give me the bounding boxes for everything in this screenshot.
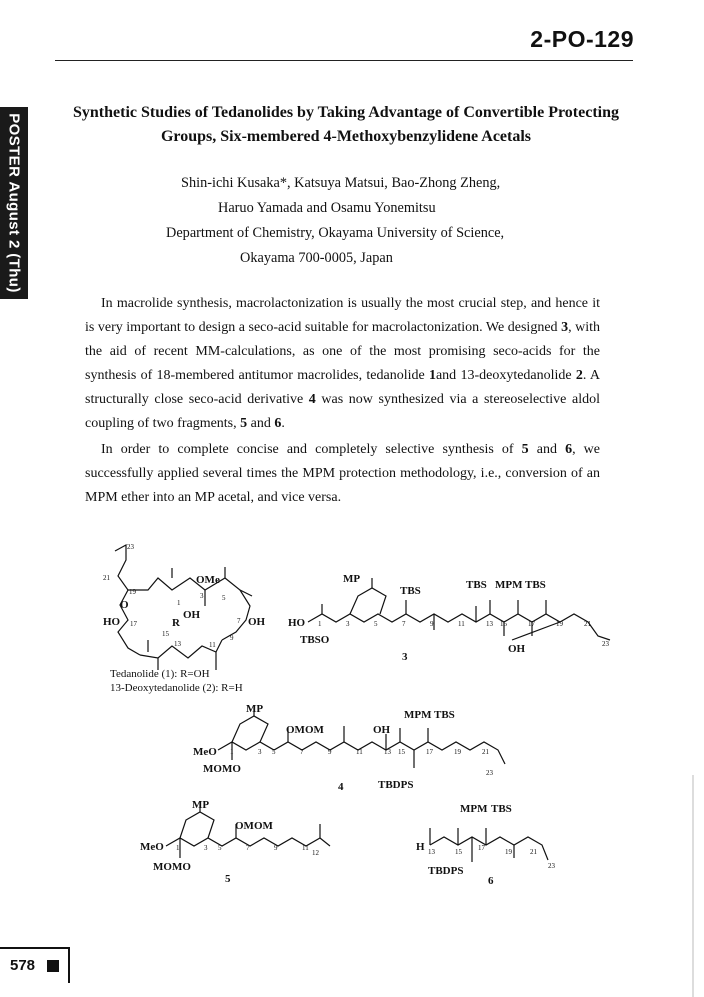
- side-tab-label: POSTER August 2 (Thu): [5, 113, 23, 293]
- meo-label-5: MeO: [140, 841, 164, 853]
- structure-compound-5: [140, 799, 330, 885]
- locant-17-3: 17: [528, 620, 535, 628]
- tbs-label-3b: TBS: [466, 579, 487, 591]
- locant-11-5: 11: [302, 844, 309, 852]
- structure-compound-6: [416, 803, 556, 887]
- oh-label-4: OH: [373, 724, 391, 736]
- page-number-box: [0, 947, 70, 983]
- compound-number-5: 5: [225, 873, 231, 885]
- edge-mark: [692, 775, 694, 997]
- locant-9-5: 9: [274, 844, 278, 852]
- locant-23-a: 23: [127, 543, 134, 551]
- mpm-label-3: MPM: [495, 579, 523, 591]
- locant-7-3: 7: [402, 620, 406, 628]
- session-code: 2-PO-129: [530, 26, 634, 52]
- locant-21-6: 21: [530, 848, 537, 856]
- locant-15-6: 15: [455, 848, 462, 856]
- locant-17-a: 17: [130, 620, 137, 628]
- locant-21-3: 21: [584, 620, 591, 628]
- locant-5-a: 5: [222, 594, 226, 602]
- tbdps-label-6: TBDPS: [428, 865, 464, 877]
- oh-label-3: OH: [508, 643, 526, 655]
- page-marker-square: [47, 960, 59, 972]
- locant-13-4: 13: [384, 748, 391, 756]
- locant-15-a: 15: [162, 630, 169, 638]
- locant-11-4: 11: [356, 748, 363, 756]
- locant-7-a: 7: [237, 617, 241, 625]
- locant-19-a: 19: [129, 588, 136, 596]
- r-label: R: [172, 617, 180, 629]
- o-label-1: O: [120, 599, 129, 611]
- caption-line-1: Tedanolide (1): R=OH: [110, 668, 210, 680]
- locant-13-a: 13: [174, 640, 181, 648]
- structure-compound-3: [288, 573, 610, 663]
- caption-line-2: 13-Deoxytedanolide (2): R=H: [110, 682, 243, 694]
- locant-1-5: 1: [176, 844, 180, 852]
- locant-9-3: 9: [430, 620, 434, 628]
- locant-5-4: 5: [272, 748, 276, 756]
- momo-label-5: MOMO: [153, 861, 191, 873]
- locant-23-4: 23: [486, 769, 493, 777]
- abstract-paragraph-2: In order to complete concise and completely selective synthesis of 5 and 6, we successfully applied several times the MPM protection methodology, i.e., conversion of an MPM ether into an MP acetal, and vice versa.: [85, 442, 600, 505]
- locant-21-a: 21: [103, 574, 110, 582]
- locant-17-4: 17: [426, 748, 433, 756]
- locant-3-5: 3: [204, 844, 208, 852]
- locant-7-4: 7: [300, 748, 304, 756]
- tbs-label-6: TBS: [491, 803, 512, 815]
- tbs-label-3c: TBS: [525, 579, 546, 591]
- locant-9-a: 9: [230, 634, 234, 642]
- structure-compound-4: [193, 703, 505, 793]
- locant-5-3: 5: [374, 620, 378, 628]
- locant-12-5: 12: [312, 849, 319, 857]
- oh-label-2: OH: [248, 616, 266, 628]
- locant-1-4: 1: [230, 748, 234, 756]
- ome-label-1: OMe: [196, 574, 220, 586]
- affiliation-line-1: Department of Chemistry, Okayama University of Science,: [166, 225, 505, 241]
- ho-label-1: HO: [103, 616, 121, 628]
- meo-label-4: MeO: [193, 746, 217, 758]
- authors-line-1: Shin-ichi Kusaka*, Katsuya Matsui, Bao-Zhong Zheng,: [181, 175, 501, 191]
- mpm-label-4: MPM: [404, 709, 432, 721]
- mpm-label-6: MPM: [460, 803, 488, 815]
- tbso-label-3: TBSO: [300, 634, 330, 646]
- tbdps-label-4: TBDPS: [378, 779, 414, 791]
- compound-number-6: 6: [488, 875, 494, 887]
- locant-9-4: 9: [328, 748, 332, 756]
- locant-5-5: 5: [218, 844, 222, 852]
- locant-1-3: 1: [318, 620, 322, 628]
- ho-label-3: HO: [288, 617, 306, 629]
- locant-1-a: 1: [177, 599, 181, 607]
- locant-17-6: 17: [478, 844, 485, 852]
- mp-label-3: MP: [343, 573, 361, 585]
- page-number: 578: [10, 957, 36, 974]
- momo-label-4: MOMO: [203, 763, 241, 775]
- h-label-6: H: [416, 841, 425, 853]
- mp-label-5: MP: [192, 799, 210, 811]
- paper-title: Synthetic Studies of Tedanolides by Taking Advantage of Convertible Protecting Groups, Six-membered 4-Methoxybenzylidene Acetals: [73, 104, 619, 145]
- locant-23-3: 23: [602, 640, 609, 648]
- locant-13-3: 13: [486, 620, 493, 628]
- locant-7-5: 7: [246, 844, 250, 852]
- structure-tedanolide: [103, 543, 266, 694]
- abstract: [85, 292, 600, 510]
- side-tab: [0, 107, 28, 299]
- locant-19-3: 19: [556, 620, 563, 628]
- locant-11-3: 11: [458, 620, 465, 628]
- locant-15-4: 15: [398, 748, 405, 756]
- locant-3-3: 3: [346, 620, 350, 628]
- locant-3-4: 3: [258, 748, 262, 756]
- locant-19-6: 19: [505, 848, 512, 856]
- locant-21-4: 21: [482, 748, 489, 756]
- mp-label-4: MP: [246, 703, 264, 715]
- locant-11-a: 11: [209, 641, 216, 649]
- tbs-label-4: TBS: [434, 709, 455, 721]
- compound-number-4: 4: [338, 781, 344, 793]
- header-rule: [55, 60, 633, 61]
- affiliation-line-2: Okayama 700-0005, Japan: [240, 250, 393, 266]
- tbs-label-3a: TBS: [400, 585, 421, 597]
- chemical-structures-figure: [0, 530, 704, 890]
- locant-15-3: 15: [500, 620, 507, 628]
- mom-label-4: OMOM: [286, 724, 324, 736]
- oh-label-1: OH: [183, 609, 201, 621]
- locant-3-a: 3: [200, 592, 204, 600]
- abstract-paragraph-1: In macrolide synthesis, macrolactonization is usually the most crucial step, and hence it is very important to design a seco-acid suitable for macrolactonization. We designed 3, with the aid of recent MM-calculations, as one of the most promising seco-acids for the synthesis of 18-membered antitumor macrolides, tedanolide 1and 13-deoxytedanolide 2. A structurally close seco-acid derivative 4 was now synthesized via a stereoselective aldol coupling of two fragments, 5 and 6.: [85, 296, 601, 431]
- locant-13-6: 13: [428, 848, 435, 856]
- authors-line-2: Haruo Yamada and Osamu Yonemitsu: [218, 200, 436, 216]
- locant-23-6: 23: [548, 862, 555, 870]
- compound-number-3: 3: [402, 651, 408, 663]
- locant-19-4: 19: [454, 748, 461, 756]
- mom-label-5: OMOM: [235, 820, 273, 832]
